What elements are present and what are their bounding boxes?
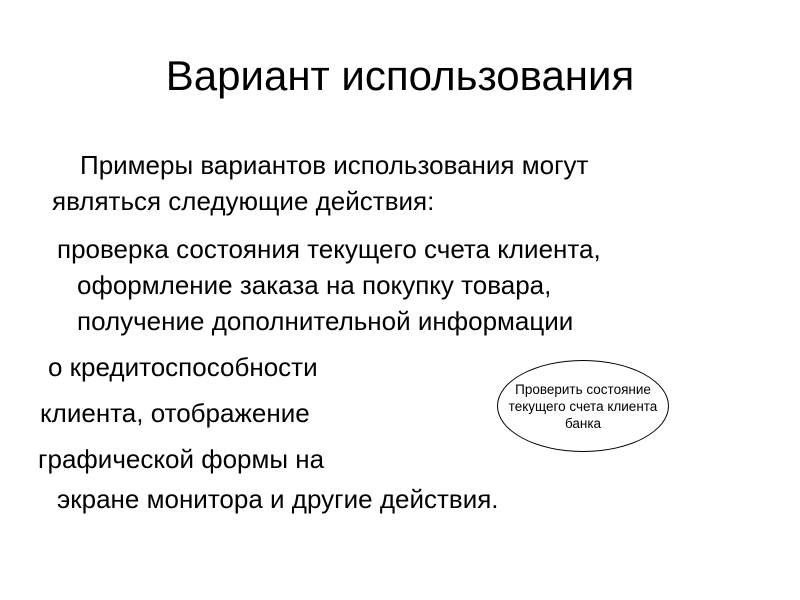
body-text-line: оформление заказа на покупку товара,: [77, 270, 552, 300]
use-case-label-line: текущего счета клиента: [508, 398, 658, 414]
body-text-line: графической формы на: [38, 444, 325, 474]
use-case-ellipse: [497, 360, 669, 452]
use-case-label-line: Проверить состояние: [515, 381, 651, 397]
body-text-line: о кредитоспособности: [48, 352, 318, 382]
body-text-line: являться следующие действия:: [52, 186, 435, 216]
slide-title: Вариант использования: [165, 52, 635, 99]
body-text-line: получение дополнительной информации: [77, 306, 574, 336]
body-text-line: Примеры вариантов использования могут: [80, 150, 589, 180]
body-text-line: экране монитора и другие действия.: [57, 484, 499, 514]
body-text-line: проверка состояния текущего счета клиента,: [57, 234, 601, 264]
body-text-line: клиента, отображение: [40, 398, 310, 428]
use-case-label-line: банка: [564, 415, 602, 431]
